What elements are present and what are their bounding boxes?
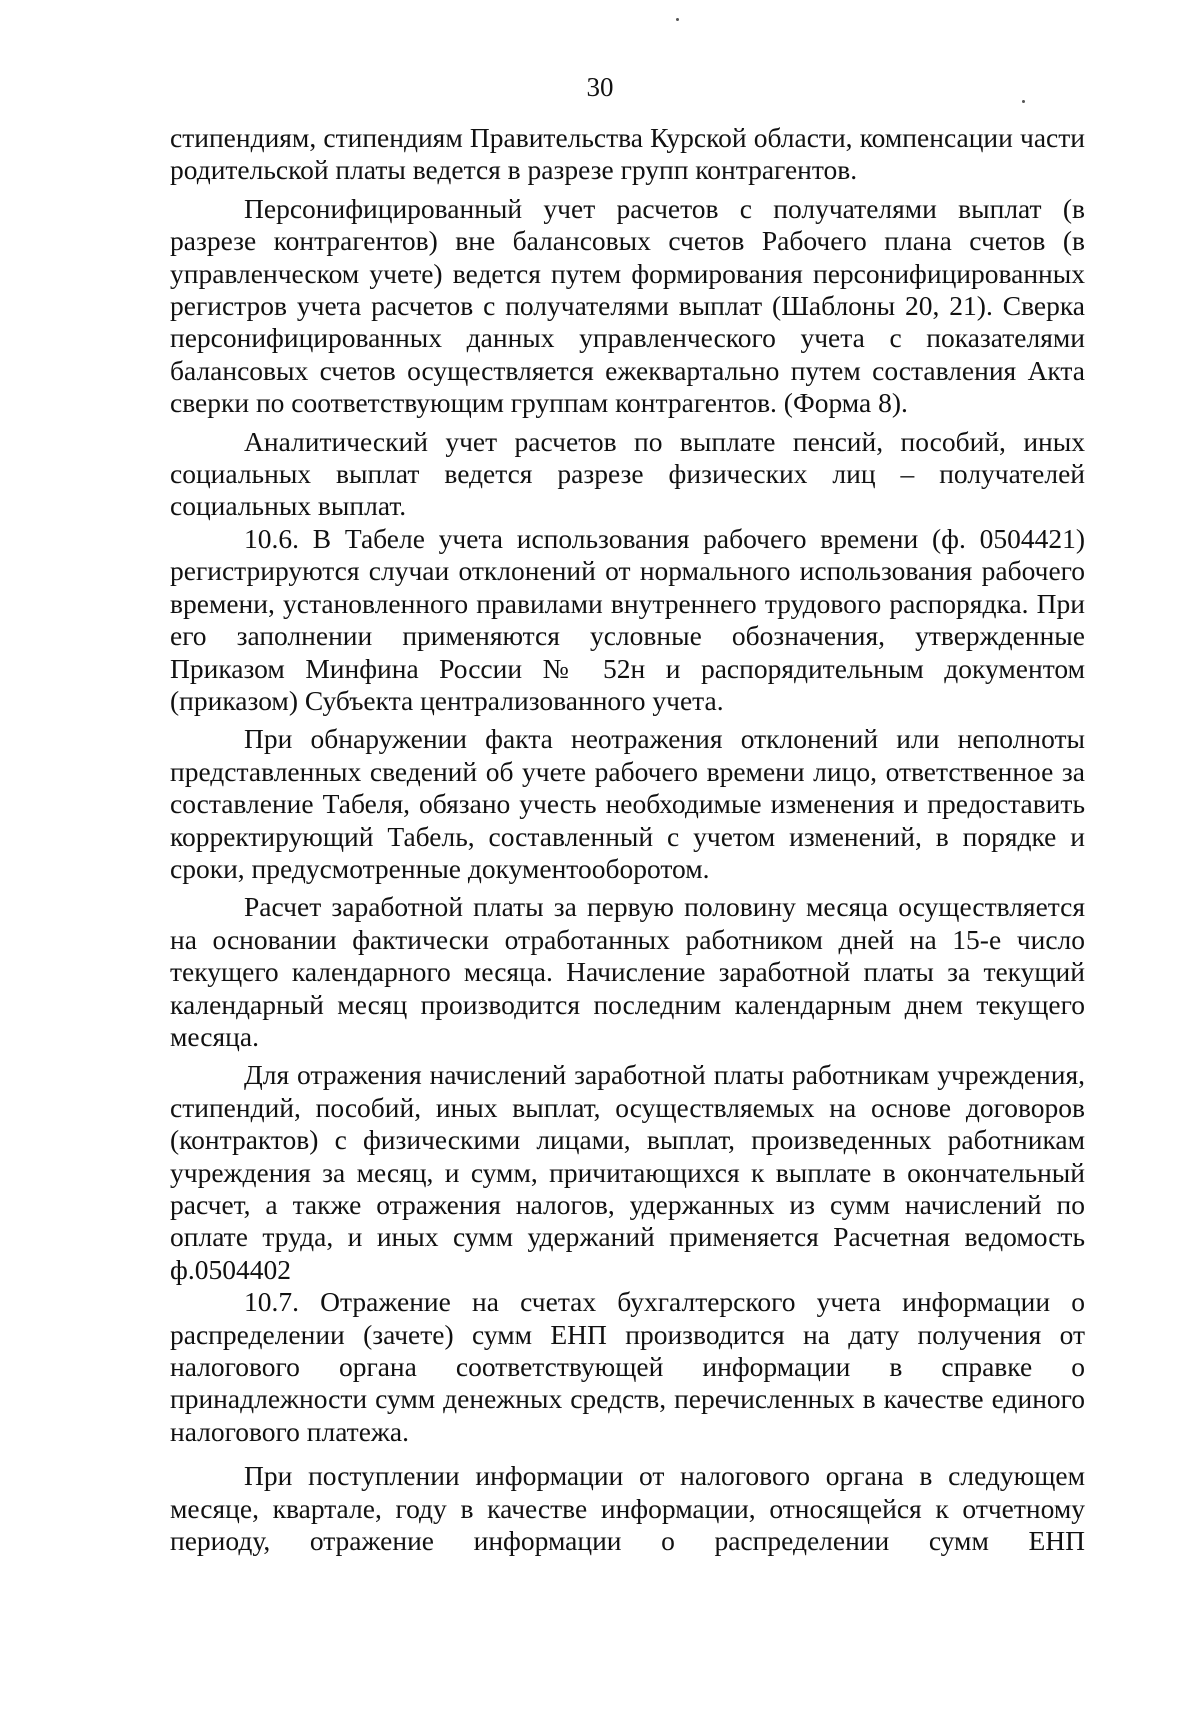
scan-speck — [676, 18, 679, 21]
paragraph-section-10-7: 10.7. Отражение на счетах бухгалтерского учета информации о распределении (зачете) сумм ЕНП производится на дату получения от налогового органа соответствующей информации в справке о принадлежности сумм денежных средств, перечисленных в качестве единого налогового платежа. — [170, 1286, 1085, 1447]
paragraph-personified-accounting: Персонифицированный учет расчетов с получателями выплат (в разрезе контрагентов) вне балансовых счетов Рабочего плана счетов (в управленческом учете) ведется путем формирования персонифицированных регистров учета расчетов с получателями выплат (Шаблоны 20, 21). Сверка персонифицированных данных управленческого учета с показателями балансовых счетов осуществляется ежеквартально путем составления Акта сверки по соответствующим группам контрагентов. (Форма 8). — [170, 192, 1085, 419]
paragraph-salary-calculation: Расчет заработной платы за первую половину месяца осуществляется на основании фактически отработанных работником дней на 15-е число текущего календарного месяца. Начисление заработной платы за текущий календарный месяц производится последним календарным днем текущего месяца. — [170, 891, 1085, 1052]
paragraph-payroll-statement: Для отражения начислений заработной платы работникам учреждения, стипендий, пособий, иных выплат, осуществляемых на основе договоров (контрактов) с физическими лицами, выплат, произведенных работникам учреждения за месяц, и сумм, причитающихся к выплате в окончательный расчет, а также отражения налогов, удержанных из сумм начислений по оплате труда, и иных сумм удержаний применяется Расчетная ведомость ф.0504402 — [170, 1059, 1085, 1285]
paragraph-section-10-6: 10.6. В Табеле учета использования рабочего времени (ф. 0504421) регистрируются случаи отклонений от нормального использования рабочего времени, установленного правилами внутреннего трудового распорядка. При его заполнении применяются условные обозначения, утвержденные Приказом Минфина России № 52н и распорядительным документом (приказом) Субъекта централизованного учета. — [170, 522, 1085, 716]
paragraph-enp-information: При поступлении информации от налогового органа в следующем месяце, квартале, году в качестве информации, относящейся к отчетному периоду, отражение информации о распределении сумм ЕНП — [170, 1460, 1085, 1557]
paragraph-analytical-accounting: Аналитический учет расчетов по выплате пенсий, пособий, иных социальных выплат ведется разрезе физических лиц – получателей социальных выплат. — [170, 425, 1085, 522]
paragraph-timesheet-corrections: При обнаружении факта неотражения отклонений или неполноты представленных сведений об учете рабочего времени лицо, ответственное за составление Табеля, обязано учесть необходимые изменения и предоставить корректирующий Табель, составленный с учетом изменений, в порядке и сроки, предусмотренные документооборотом. — [170, 723, 1085, 884]
page-number: 30 — [586, 72, 614, 102]
paragraph-continuation: стипендиям, стипендиям Правительства Курской области, компенсации части родительской платы ведется в разрезе групп контрагентов. — [170, 122, 1085, 186]
document-body — [170, 122, 1085, 1557]
scan-speck — [1022, 100, 1025, 103]
